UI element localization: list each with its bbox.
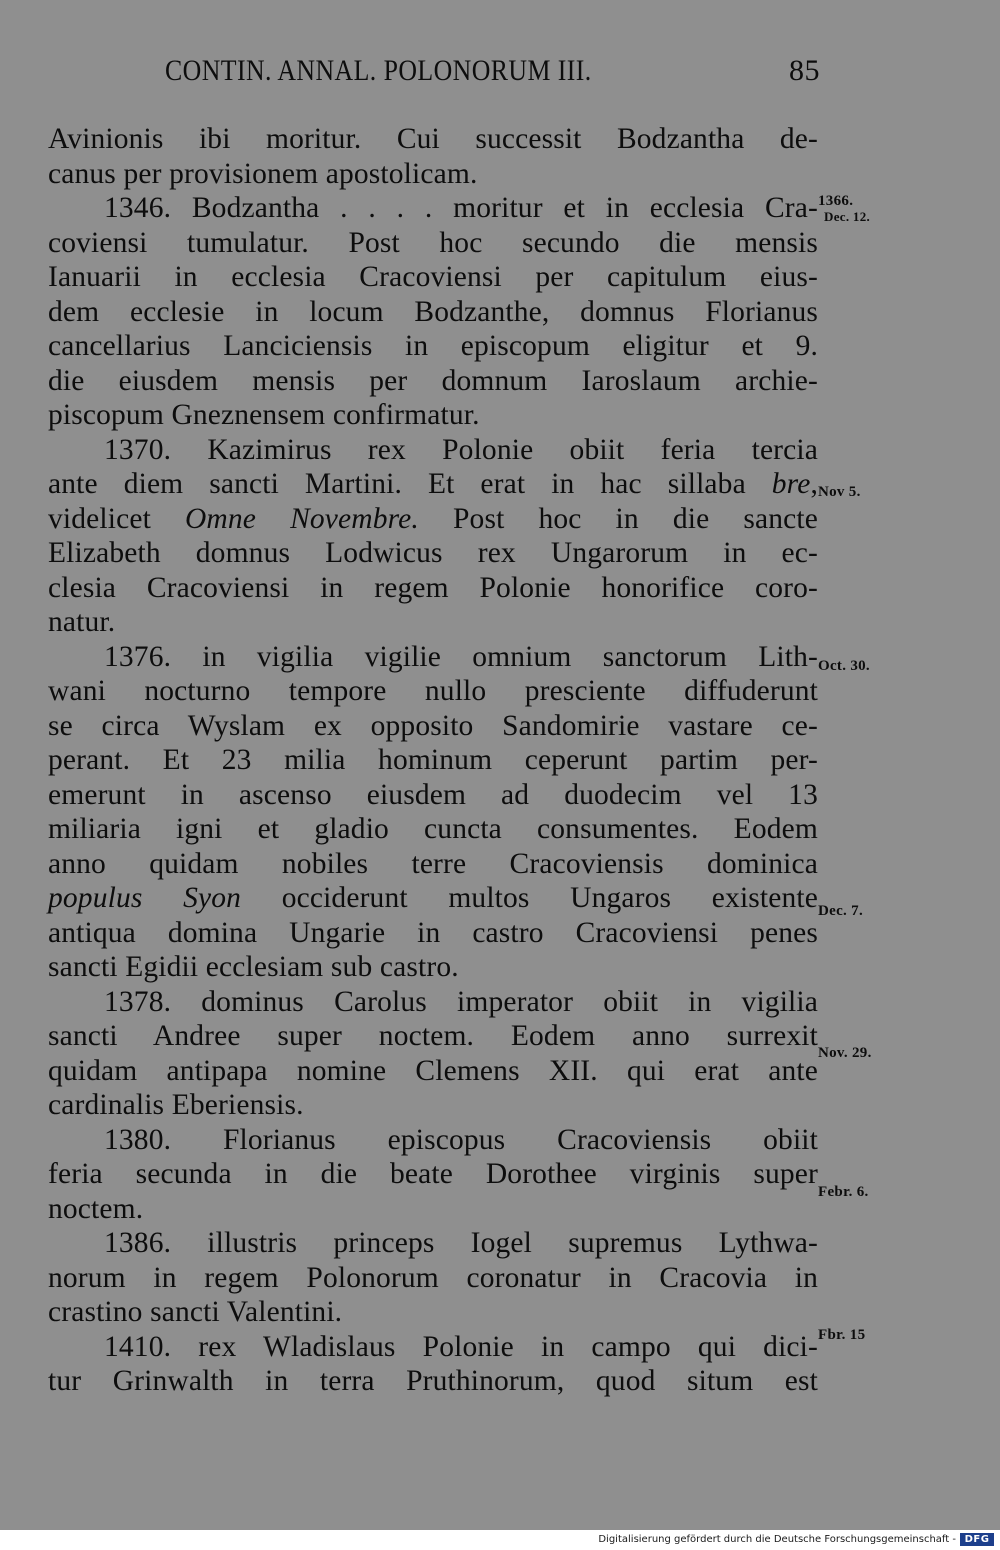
text-line: crastino sancti Valentini. xyxy=(48,1296,343,1328)
margin-note-date: Dec. 12. xyxy=(824,209,871,224)
text-line: wani nocturno tempore nullo presciente diffuderunt xyxy=(48,675,818,707)
text-line: Elizabeth domnus Lodwicus rex Ungarorum in ec- xyxy=(48,537,818,569)
text-line: 1386. illustris princeps Iogel supremus Lythwa- xyxy=(104,1227,818,1259)
text-line: coviensi tumulatur. Post hoc secundo die mensis xyxy=(48,226,818,259)
text-line: perant. Et 23 milia hominum ceperunt partim per- xyxy=(48,744,818,776)
text-line: 1376. in vigilia vigilie omnium sanctorum Lith- xyxy=(104,640,818,673)
text-line: antiqua domina Ungarie in castro Cracoviensi penes xyxy=(48,916,818,949)
text-line: 1370. Kazimirus rex Polonie obiit feria tercia xyxy=(104,433,818,466)
italic-text: bre xyxy=(771,468,811,500)
text-line: clesia Cracoviensi in regem Polonie honorifice coro- xyxy=(48,571,818,604)
italic-text: populus Syon xyxy=(48,882,242,914)
text-line: dem ecclesie in locum Bodzanthe, domnus Florianus xyxy=(48,295,818,328)
text-line: Avinionis ibi moritur. Cui successit Bodzantha de- xyxy=(48,123,818,155)
page-number: 85 xyxy=(789,54,820,87)
text-line xyxy=(48,467,818,502)
text-span: videlicet xyxy=(48,502,185,535)
margin-note: Oct. 30. xyxy=(818,658,870,674)
text-line: die eiusdem mensis per domnum Iaroslaum archie- xyxy=(48,364,818,397)
text-span: Post hoc in die sancte xyxy=(418,502,818,535)
text-line: sancti Egidii ecclesiam sub castro. xyxy=(48,951,459,983)
text-line: tur Grinwalth in terra Pruthinorum, quod situm est xyxy=(48,1365,818,1397)
text-line: 1378. dominus Carolus imperator obiit in vigilia xyxy=(104,985,818,1018)
text-line: miliaria igni et gladio cuncta consumentes. Eodem xyxy=(48,813,818,845)
margin-note: Fbr. 15 xyxy=(818,1327,866,1343)
text-line: 1346. Bodzantha . . . . moritur et in ecclesia Cra- xyxy=(104,192,818,224)
text-line xyxy=(48,881,818,916)
margin-note: Nov. 29. xyxy=(818,1045,872,1061)
text-line: noctem. xyxy=(48,1192,144,1225)
text-line: cancellarius Lanciciensis in episcopum eligitur et 9. xyxy=(48,330,818,362)
text-line: feria secunda in die beate Dorothee virginis super xyxy=(48,1158,818,1190)
text-line: canus per provisionem apostolicam. xyxy=(48,157,478,190)
margin-note: Nov 5. xyxy=(818,484,861,500)
margin-note-year: 1366. xyxy=(818,193,854,209)
text-line: cardinalis Eberiensis. xyxy=(48,1089,304,1121)
text-span: ante diem sancti Martini. Et erat in hac sillaba xyxy=(48,468,772,500)
text-line: 1410. rex Wladislaus Polonie in campo qui dici- xyxy=(104,1330,818,1363)
text-line: 1380. Florianus episcopus Cracoviensis obiit xyxy=(104,1123,818,1156)
funding-note: Digitalisierung gefördert durch die Deutsche Forschungsgemeinschaft - xyxy=(598,1534,956,1545)
digitization-footer xyxy=(0,1530,1000,1550)
text-line: quidam antipapa nomine Clemens XII. qui erat ante xyxy=(48,1054,818,1087)
text-span: , xyxy=(810,468,818,500)
italic-text: Omne Novembre. xyxy=(184,502,419,535)
running-title: CONTIN. ANNAL. POLONORUM III. xyxy=(165,54,592,87)
text-line: natur. xyxy=(48,606,116,638)
text-line: norum in regem Polonorum coronatur in Cracovia in xyxy=(48,1261,818,1294)
text-line: emerunt in ascenso eiusdem ad duodecim vel 13 xyxy=(48,778,818,811)
margin-note: Dec. 7. xyxy=(818,903,863,919)
text-line: anno quidam nobiles terre Cracoviensis dominica xyxy=(48,847,818,880)
dfg-logo: DFG xyxy=(960,1533,994,1546)
margin-note: Febr. 6. xyxy=(818,1184,869,1200)
text-line: se circa Wyslam ex opposito Sandomirie vastare ce- xyxy=(48,709,818,742)
text-line: sancti Andree super noctem. Eodem anno surrexit xyxy=(48,1020,818,1052)
margin-note xyxy=(818,194,870,224)
text-line xyxy=(48,502,818,537)
text-line: Ianuarii in ecclesia Cracoviensi per capitulum eius- xyxy=(48,261,818,293)
text-span: occiderunt multos Ungaros existente xyxy=(241,882,819,914)
text-line: piscopum Gneznensem confirmatur. xyxy=(48,399,480,431)
